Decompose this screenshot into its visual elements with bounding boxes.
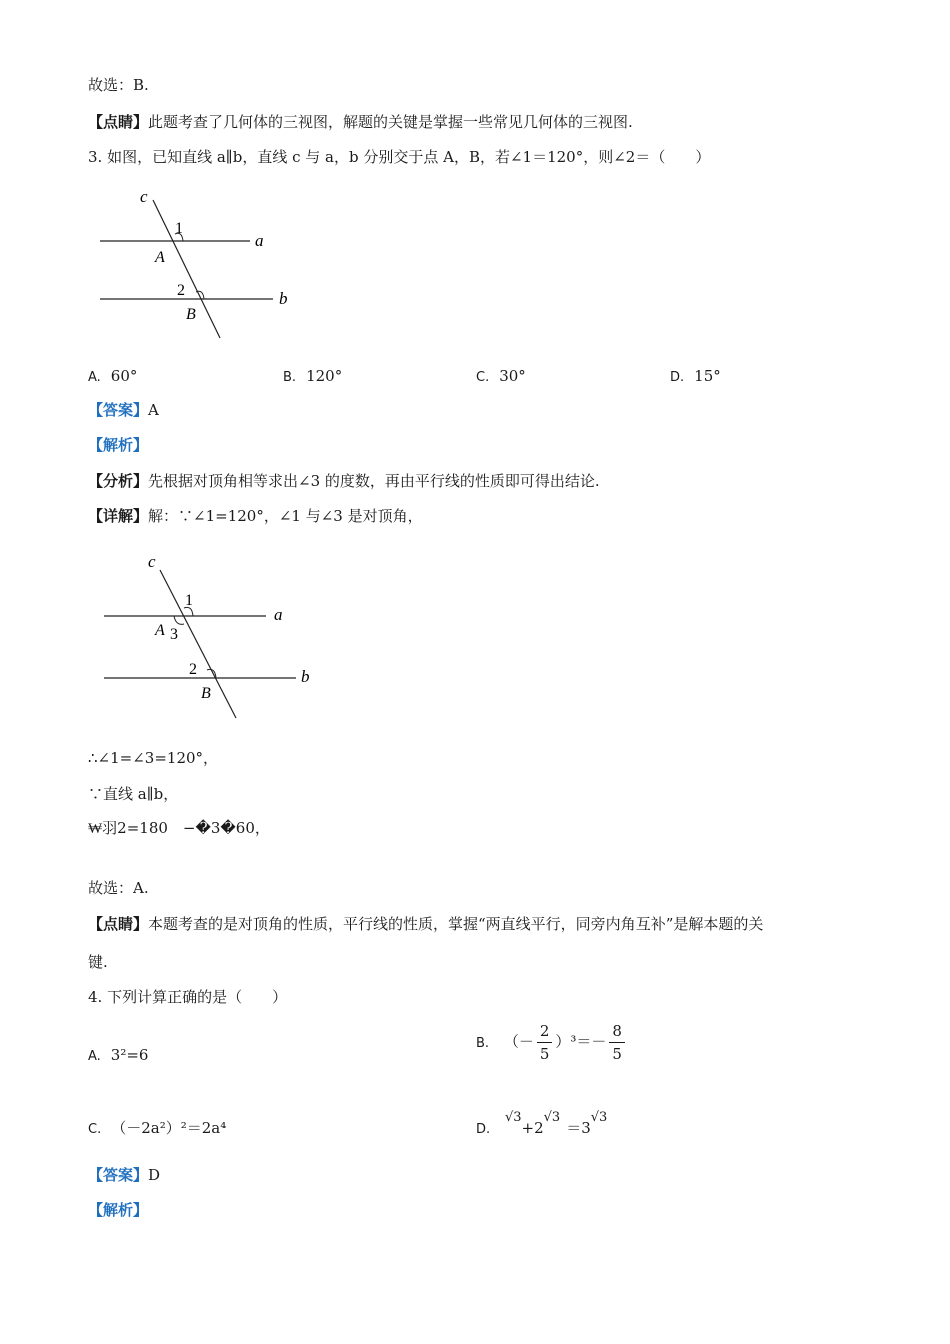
detail-text: 解：∵∠1=120°，∠1 与∠3 是对顶角， [148,507,423,525]
fig1-label-c: c [140,187,148,206]
fig2-label-2: 2 [189,661,197,678]
answer-value: A [148,401,159,419]
tag-xiangjie: 【详解】 [88,507,149,525]
fraction: $\frac{8}{5}$ [609,1020,625,1065]
answer-value: D [148,1166,161,1184]
tag-answer: 【答案】 [88,401,149,419]
option-c: C. 30° [476,367,526,385]
sqrt-term: √3 [590,1110,608,1125]
text-content: 此题考查了几何体的三视图，解题的关键是掌握一些常见几何体的三视图. [148,113,633,131]
q4-option-c: C. （－2a²）²＝2a⁴ [88,1119,227,1137]
figure-2 [98,548,328,723]
fig1-label-A: A [155,249,165,266]
text-line: 故选：A. [88,879,149,897]
text-line: 故选：B. [88,76,149,94]
q4-option-b: B. （－ $\frac{2}{5}$ ）³＝－ $\frac{8}{5}$ [476,1020,628,1065]
fig2-label-B: B [201,685,211,702]
tag-jiexi: 【解析】 [88,436,149,454]
fig2-label-A: A [155,622,165,639]
q4-option-d: D. √3+2√3＝3√3 [476,1110,608,1137]
fig1-label-2: 2 [177,282,185,299]
fig1-label-a: a [255,231,264,250]
fig2-label-a: a [274,605,283,624]
text-line [88,914,763,934]
tag-dianjing: 【点睛】 [88,113,149,131]
fig1-label-b: b [279,289,288,308]
fig2-label-1: 1 [185,592,193,609]
answer-line [88,1165,160,1185]
step-2: ∵直线 a∥b， [88,785,179,803]
fraction: $\frac{2}{5}$ [537,1020,553,1065]
question-3: 3. 如图，已知直线 a∥b，直线 c 与 a，b 分别交于点 A，B，若∠1＝120°，则∠2＝（ ） [88,148,711,166]
fig1-label-B: B [186,306,196,323]
tag-jiexi: 【解析】 [88,1201,149,1219]
text-line [88,112,633,132]
text-line: 键. [88,953,108,971]
answer-line [88,400,159,420]
step-1: ∴∠1=∠3=120°， [88,749,219,767]
sqrt-term: √3 [504,1110,522,1125]
fig2-label-b: b [301,667,310,686]
q4-option-a: A. 3²=6 [88,1046,149,1064]
sqrt-term: √3 [543,1110,561,1125]
tag-fenxi: 【分析】 [88,472,149,490]
option-d: D. 15° [670,367,721,385]
tag-dianjing: 【点睛】 [88,915,149,933]
fig1-label-1: 1 [175,220,183,237]
option-a: A. 60° [88,367,138,385]
detail-line [88,506,423,526]
fig2-label-c: c [148,552,156,571]
text-content: 本题考查的是对顶角的性质，平行线的性质，掌握“两直线平行，同旁内角互补”是解本题的关 [148,915,764,933]
step-3: ₩羽2=180 −�3�60， [88,819,270,837]
question-4: 4. 下列计算正确的是（ ） [88,988,288,1006]
analysis-line [88,471,600,491]
fig2-label-3: 3 [170,626,178,643]
tag-answer: 【答案】 [88,1166,149,1184]
figure-1 [95,182,305,342]
option-b: B. 120° [283,367,343,385]
analysis-text: 先根据对顶角相等求出∠3 的度数，再由平行线的性质即可得出结论. [148,472,600,490]
